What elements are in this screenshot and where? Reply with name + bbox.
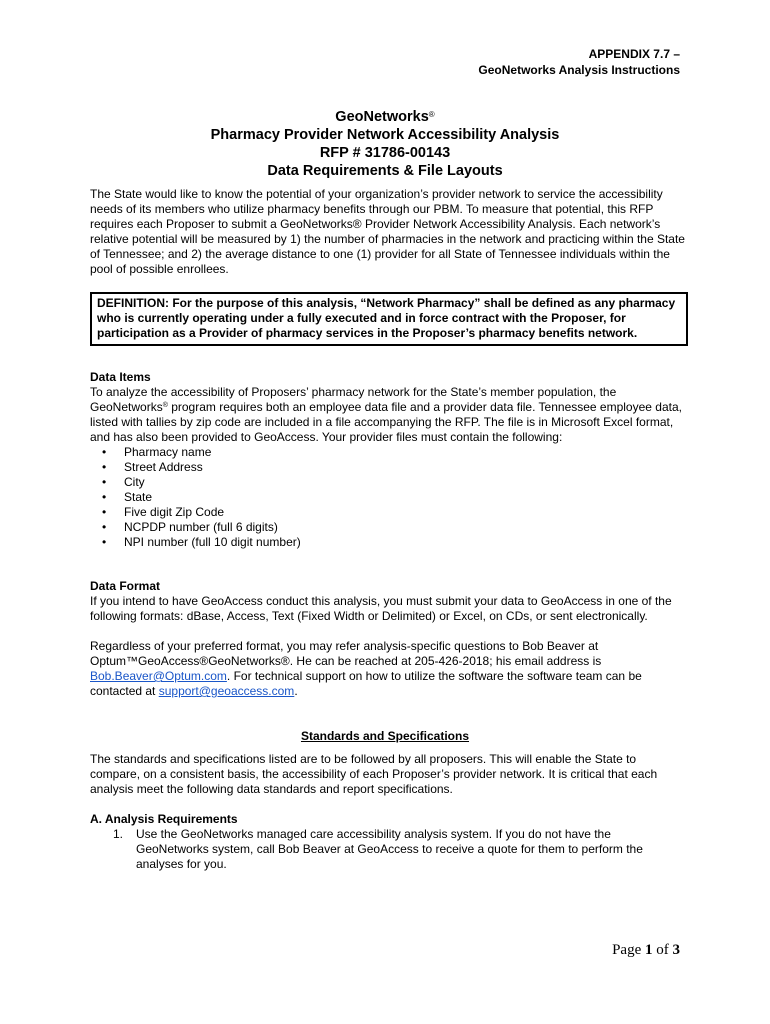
data-items-reg-mark: ®: [162, 402, 168, 409]
contact-text-end: .: [294, 684, 298, 698]
data-format-heading: Data Format: [90, 579, 161, 593]
page-current: 1: [645, 942, 653, 958]
page-number: [612, 942, 680, 959]
data-items-section: [90, 370, 686, 550]
list-item: • NPI number (full 10 digit number): [90, 535, 686, 550]
bob-email-link[interactable]: Bob.Beaver@Optum.com: [90, 669, 227, 683]
title-line2: Pharmacy Provider Network Accessibility Analysis: [210, 127, 560, 143]
contact-text-mid: . For technical support on how to utilize the software the software team can be contacted at: [90, 669, 642, 698]
standards-paragraph: The standards and specifications listed are to be followed by all proposers. This will enable the State to compare, on a consistent basis, the accessibility of each Proposer’s provider network. It is critical that each analysis meet the following data standards and report specifications.: [90, 752, 658, 796]
page-word: Page: [612, 942, 642, 958]
data-items-text-start: To analyze the accessibility of Proposers’ pharmacy network for the State’s member population, the GeoNetworks: [90, 385, 617, 414]
title-line4: Data Requirements & File Layouts: [267, 163, 503, 179]
list-item: • State: [90, 490, 686, 505]
appendix-line1: APPENDIX 7.7 –: [588, 47, 680, 61]
provider-fields-list: [90, 445, 686, 550]
data-format-paragraph2: [90, 639, 686, 699]
contact-text-start: Regardless of your preferred format, you may refer analysis-specific questions to Bob Beaver at Optum™GeoAccess®GeoNetworks®. He can be reached at 205-426-2018; his email address is: [90, 639, 602, 668]
title-rfp-number: RFP # 31786-00143: [319, 145, 451, 161]
intro-paragraph-block: [90, 187, 686, 277]
document-title-block: [0, 108, 770, 180]
data-items-heading: Data Items: [90, 370, 151, 384]
page-total: 3: [672, 942, 680, 958]
list-item: • NCPDP number (full 6 digits): [90, 520, 686, 535]
list-item: • City: [90, 475, 686, 490]
standards-heading: Standards and Specifications: [300, 729, 470, 743]
data-format-paragraph1: If you intend to have GeoAccess conduct this analysis, you must submit your data to GeoAccess in one of the following formats: dBase, Access, Text (Fixed Width or Delimited) or Excel, on CDs, or sent electronically.: [90, 594, 672, 623]
data-items-paragraph: [90, 385, 686, 445]
support-email-link[interactable]: support@geoaccess.com: [158, 684, 295, 698]
definition-box: DEFINITION: For the purpose of this analysis, “Network Pharmacy” shall be defined as any pharmacy who is currently operating under a fully executed and in force contract with the Proposer, for participation as a Provider of pharmacy services in the Proposer’s pharmacy benefits network.: [90, 292, 688, 346]
requirement-item-1: [90, 827, 686, 872]
title-reg-mark: ®: [428, 110, 435, 119]
list-item: • Street Address: [90, 460, 686, 475]
data-items-text-end: program requires both an employee data file and a provider data file. Tennessee employee data, listed with tallies by zip code are included in a file accompanying the RFP. The file is in Microsoft Excel format, and has also been provided to GeoAccess. Your provider files must contain the following:: [90, 400, 682, 444]
title-brand: GeoNetworks: [335, 109, 429, 125]
intro-paragraph: The State would like to know the potential of your organization’s provider network to service the accessibility needs of its members who utilize pharmacy benefits through our PBM. To measure that potential, this RFP requires each Proposer to submit a GeoNetworks® Provider Network Accessibility Analysis. Each network’s relative potential will be measured by 1) the number of pharmacies in the network and practicing within the State of Tennessee; and 2) the average distance to one (1) provider for all State of Tennessee individuals within the pool of possible enrollees.: [90, 187, 685, 276]
requirement-text: Use the GeoNetworks managed care accessibility analysis system. If you do not have the GeoNetworks system, call Bob Beaver at GeoAccess to receive a quote for them to perform the analyses for you.: [136, 827, 643, 871]
list-item: • Five digit Zip Code: [90, 505, 686, 520]
appendix-line2: GeoNetworks Analysis Instructions: [478, 63, 680, 77]
page-of: of: [656, 942, 669, 958]
list-item: • Pharmacy name: [90, 445, 686, 460]
title-brand-line: [0, 108, 770, 126]
data-format-section: [90, 579, 686, 699]
appendix-header: [478, 46, 680, 78]
standards-section: [90, 752, 686, 872]
analysis-requirements-heading: A. Analysis Requirements: [90, 812, 238, 826]
requirement-number: 1.: [113, 827, 124, 841]
